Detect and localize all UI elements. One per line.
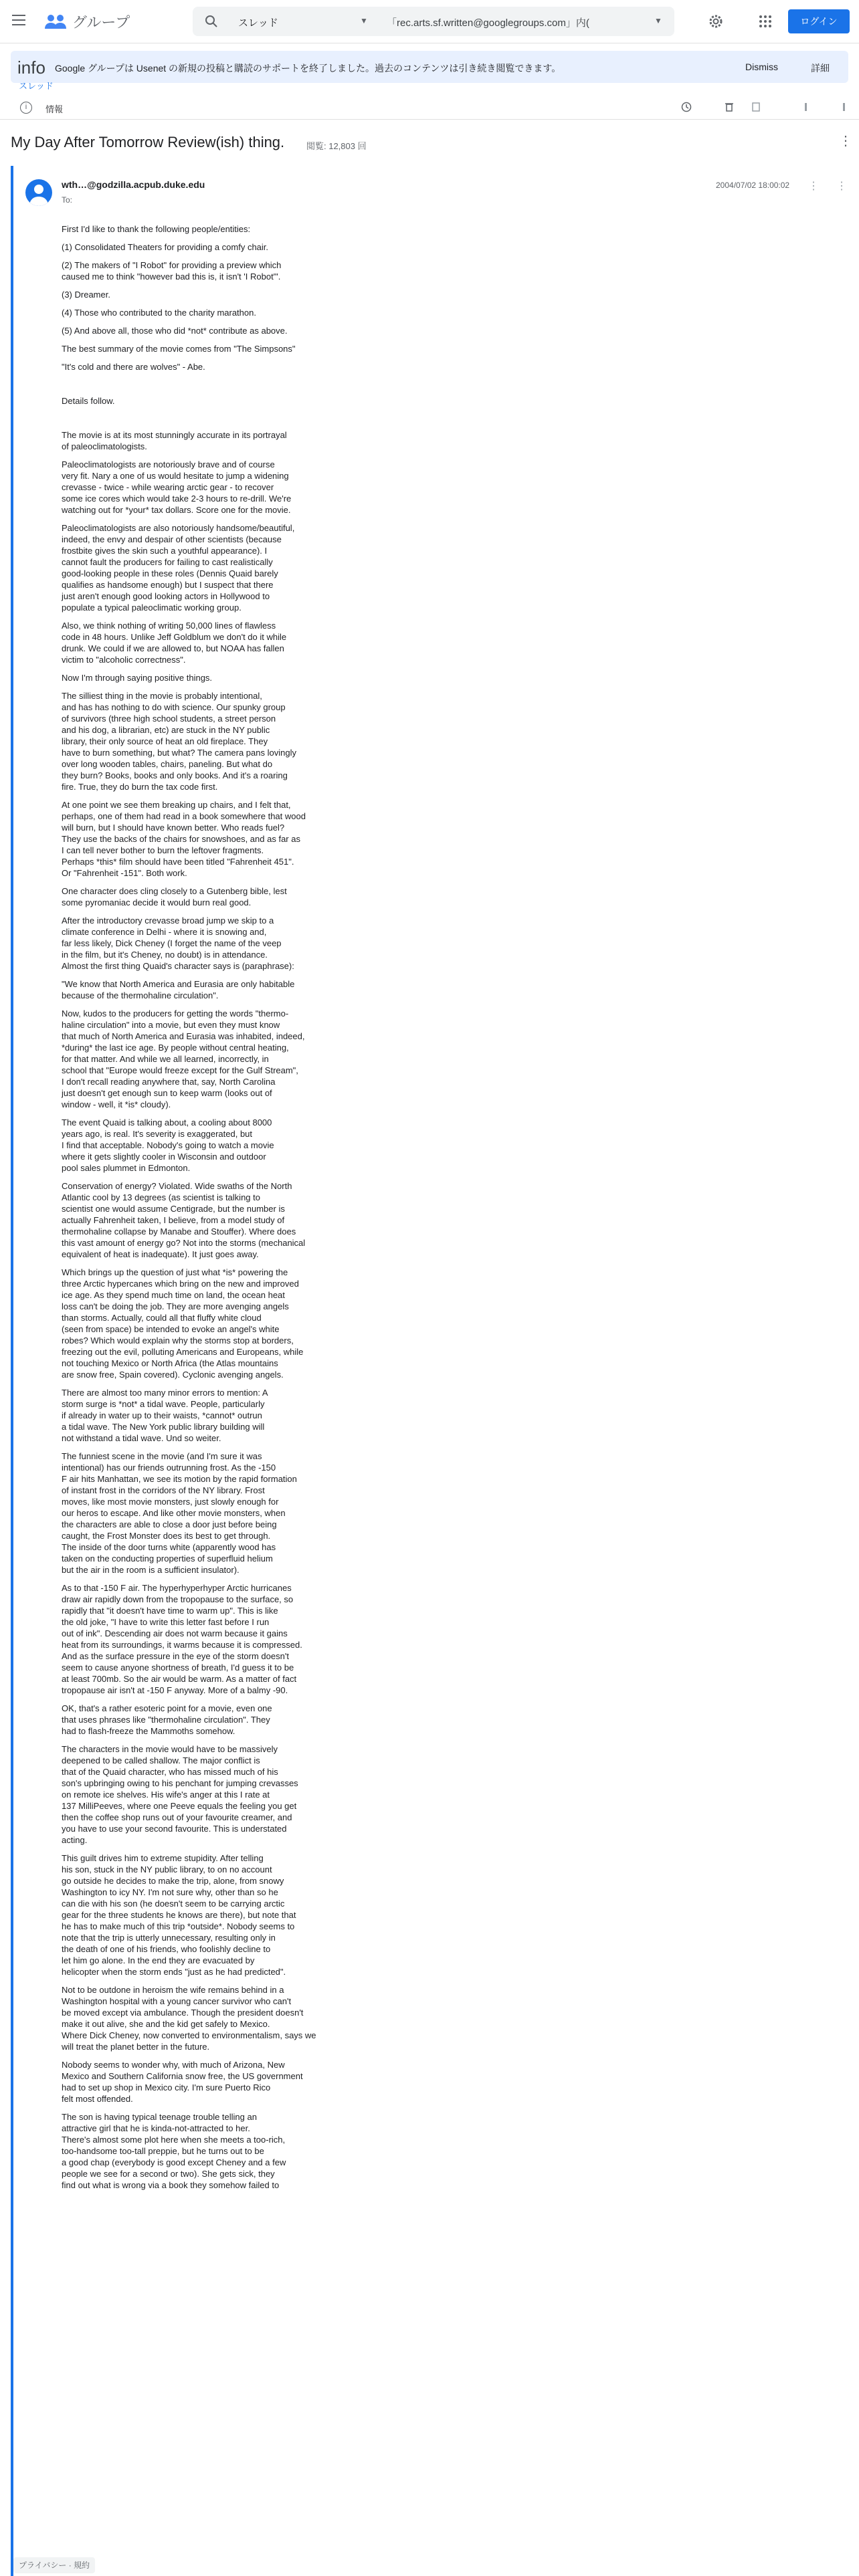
message-paragraph: The son is having typical teenage trouble telling an attractive girl that he is kinda-not-attracted to her. There's almost some plot here when she meets a too-rich, too-handsome too-tall preppie, but he turns out to be a good chap (everybody is good except Cheney and a few people we see for a second or two). She gets sick, they find out what is wrong via a book they somehow failed to xyxy=(62,2112,286,2190)
info-label[interactable]: 情報 xyxy=(45,104,64,114)
message-paragraph: (4) Those who contributed to the charity marathon. xyxy=(62,308,256,318)
message-paragraph: The characters in the movie would have to be massively deepened to be called shallow. The major conflict is that of the Quaid character, who has missed much of his son's upbringing owing to his penchant for jumping crevasses on remote ice shelves. His wife's anger at this I rate at 137 MilliPeeves, where one Peeve equals the feeling you get then the coffee shop runs out of your favourite creamer, and you have to use your second favourite. This is understated acting. xyxy=(62,1744,298,1845)
message-paragraph: This guilt drives him to extreme stupidity. After telling his son, stuck in the NY public library, to on no account go outside he decides to make the trip, alone, from snowy Washington to icy NY. I'm not sure why, other than so he can die with his son (he doesn't seem to be carrying arctic gear for the three students he knows are there), but note that he has to make much of this trip *outside*. Nobody seems to note that the trip is utterly unnecessary, resulting only in the death of one of his friends, who foolishly decline to let him go alone. In the end they are evacuated by helicopter when the storm ends "just as he had predicted". xyxy=(62,1853,296,1977)
message-paragraph: Paleoclimatologists are notoriously brave and of course very fit. Nary a one of us would hesitate to jump a widening crevasse - twice - while wearing arctic gear - to recover some ice cores which would take 2-3 hours to re-drill. We're watching out for *your* tax dollars. Score one for the movie. xyxy=(62,459,292,515)
previous-icon[interactable] xyxy=(803,102,814,112)
more-vert-icon[interactable]: ⋮ xyxy=(836,181,847,192)
message-paragraph: Now, kudos to the producers for getting the words "thermo- haline circulation" into a movie, but even they must know that much of North America and Eurasia was inhabited, indeed, *during* the last ice age. By people without central heating, for that matter. And while we all learned, incorrectly, in school that "Europe would freeze except for the Gulf Stream", I don't recall reading anywhere that, say, North Carolina just doesn't get enough sun to keep warm (looks out of window - well, it *is* cloudy). xyxy=(62,1008,305,1109)
search-bar[interactable] xyxy=(193,7,674,36)
message-paragraph: Not to be outdone in heroism the wife remains behind in a Washington hospital with a young cancer survivor who can't be moved except via ambulance. Though the president doesn't make it out alive, she and the kid get safely to Mexico. Where Dick Cheney, now converted to environmentalism, says we will treat the planet better in the future. xyxy=(62,1985,316,2052)
message-paragraph: Paleoclimatologists are also notoriously handsome/beautiful, indeed, the envy and despair of other scientists (because frostbite gives the skin such a youthful appearance). I cannot fault the producers for failing to cast realistically good-looking people in these roles (Dennis Quaid barely qualifies as handsome enough) but I suspect that there just aren't enough good looking actors in Hollywood to populate a typical paleoclimatic working group. xyxy=(62,523,295,613)
thread-toolbar xyxy=(0,96,859,120)
message-paragraph: The funniest scene in the movie (and I'm sure it was intentional) has our friends outrunning frost. As the -150 F air hits Manhattan, we see its motion by the rapid formation of instant frost in the corridors of the NY library. Frost moves, like most movie monsters, just slowly enough for our heros to escape. And like other movie monsters, when the characters are able to close a door just before being caught, the Frost Monster does its best to get through. The inside of the door turns white (apparently wood has taken on the conducting properties of superfluid helium but the air in the room is a sufficient insulator). xyxy=(62,1451,297,1575)
message-paragraph: One character does cling closely to a Gutenberg bible, lest some pyromaniac decide it would burn real good. xyxy=(62,886,287,907)
message-paragraph: (5) And above all, those who did *not* contribute as above. xyxy=(62,326,288,336)
message-paragraph: After the introductory crevasse broad jump we skip to a climate conference in Delhi - where it is snowing and, far less likely, Dick Cheney (I forget the name of the veep in the film, but it's Cheney, no doubt) is in attendance. Almost the first thing Quaid's character says is (paraphrase): xyxy=(62,916,294,971)
more-vert-icon[interactable]: ⋮ xyxy=(839,134,852,148)
message-paragraph: Nobody seems to wonder why, with much of Arizona, New Mexico and Southern California snow free, the US government had to set up shop in Mexico city. I'm sure Puerto Rico felt most offended. xyxy=(62,2060,303,2104)
message-paragraph: "It's cold and there are wolves" - Abe. xyxy=(62,362,205,372)
chevron-down-icon[interactable]: ▼ xyxy=(360,16,368,25)
search-scope-select[interactable]: スレッド xyxy=(238,17,278,29)
clock-icon[interactable] xyxy=(681,102,692,112)
menu-icon[interactable] xyxy=(12,15,25,25)
message-paragraph: The best summary of the movie comes from "The Simpsons" xyxy=(62,344,296,354)
banner-message: Google グループは Usenet の新規の投稿と購読のサポートを終了しました。過去のコンテンツは引き続き閲覧できます。 xyxy=(55,63,561,74)
groups-logo[interactable] xyxy=(44,11,130,31)
gear-icon[interactable] xyxy=(708,13,724,29)
message-paragraph: OK, that's a rather esoteric point for a movie, even one that uses phrases like "thermohaline circulation". They had to flash-freeze the Mammoths somehow. xyxy=(62,1703,272,1736)
recipient-label: To: xyxy=(62,195,73,205)
message-paragraph: At one point we see them breaking up chairs, and I felt that, perhaps, one of them had read in a book somewhere that wood will burn, but I should have known better. Who reads fuel? They use the backs of the chairs for snowshoes, and as far as I can tell never bother to burn the leftover fragments. Perhaps *this* film should have been titled "Fahrenheit 451". Or "Fahrenheit -151". Both work. xyxy=(62,800,306,878)
dismiss-button[interactable]: Dismiss xyxy=(745,62,778,72)
usenet-banner xyxy=(11,51,848,83)
message-paragraph: The event Quaid is talking about, a cooling about 8000 years ago, is real. It's severity is exaggerated, but I find that acceptable. Nobody's going to watch a movie where it gets slightly cooler in Wisconsin and outdoor pool sales plummet in Edmonton. xyxy=(62,1117,274,1173)
message-paragraph: The silliest thing in the movie is probably intentional, and has has nothing to do with science. Our spunky group of survivors (three high school students, a street person and his dog, a librarian, etc) are stuck in the NY public library, their only source of heat an old fireplace. They have to burn something, but what? The camera pans lovingly over long wooden tables, chairs, paneling. But what do they burn? Books, books and only books. And it's a roaring fire. True, they do burn the tax code first. xyxy=(62,691,296,792)
next-icon[interactable] xyxy=(836,102,847,112)
avatar xyxy=(25,179,52,206)
thread-title: My Day After Tomorrow Review(ish) thing. xyxy=(11,134,285,150)
message-body xyxy=(62,223,363,2197)
login-button[interactable]: ログイン xyxy=(788,9,850,33)
message-paragraph: Which brings up the question of just what *is* powering the three Arctic hypercanes which bring on the new and improved ice age. As they spend much time on land, the ocean heat loss can't be doing the job. They are more avenging angels than storms. Actually, could all that fluffy white cloud (seen from space) be intended to evoke an angel's white robes? Which would explain why the storms stop at borders, freezing out the evil, polluting Americans and Europeans, while not touching Mexico or North Africa (the Atlas mountains are snow free, Spain covered). Cyclonic avenging angels. xyxy=(62,1267,304,1380)
search-icon[interactable] xyxy=(205,15,218,28)
message-paragraph: As to that -150 F air. The hyperhyperhyper Arctic hurricanes draw air rapidly down from the tropopause to the surface, so rapidly that "it doesn't have time to warm up". This is like the old joke, "I have to write this letter fast before I run out of ink". Descending air does not warm because it gains heat from its surroundings, it warms because it is compressed. And as the surface pressure in the eye of the storm doesn't seem to cause anyone shortness of breath, I'd guess it to be at least 700mb. So the air would be warm. As a matter of fact tropopause air isn't at -150 F anyway. More of a balmy -90. xyxy=(62,1583,302,1695)
view-count: 閲覧: 12,803 回 xyxy=(306,141,367,151)
chevron-down-icon[interactable]: ▼ xyxy=(654,16,662,25)
search-input[interactable]: 「rec.arts.sf.written@googlegroups.com」内( xyxy=(387,17,589,29)
privacy-terms-footer[interactable]: プライバシー · 規約 xyxy=(13,2557,95,2573)
info-circle-icon[interactable]: i xyxy=(20,102,32,114)
message-paragraph: (1) Consolidated Theaters for providing a comfy chair. xyxy=(62,242,269,252)
author-email[interactable]: wth…@godzilla.acpub.duke.edu xyxy=(62,179,205,190)
message-paragraph: "We know that North America and Eurasia are only habitable because of the thermohaline circulation". xyxy=(62,979,295,1000)
message-paragraph: Also, we think nothing of writing 50,000 lines of flawless code in 48 hours. Unlike Jeff Goldblum we don't do it while drunk. We could if we are allowed to, but NOAA has fallen victim to "alcoholic correctness". xyxy=(62,621,287,665)
message-paragraph: Details follow. xyxy=(62,396,115,406)
post-date: 2004/07/02 18:00:02 xyxy=(716,181,790,190)
groups-people-icon xyxy=(44,13,67,30)
delete-icon[interactable] xyxy=(724,102,735,112)
message-paragraph: Now I'm through saying positive things. xyxy=(62,673,213,683)
details-link[interactable]: 詳細 xyxy=(811,63,830,74)
message-card xyxy=(11,166,851,2576)
reply-icon[interactable]: ⋮ xyxy=(808,181,819,192)
message-paragraph: The movie is at its most stunningly accurate in its portrayal of paleoclimatologists. xyxy=(62,430,287,451)
top-app-bar xyxy=(0,0,859,43)
message-paragraph: There are almost too many minor errors to mention: A storm surge is *not* a tidal wave. People, particularly if already in water up to their waists, *cannot* outrun a tidal wave. The New York public library building will not withstand a tidal wave. Und so weiter. xyxy=(62,1388,268,1443)
breadcrumb-thread[interactable]: スレッド xyxy=(19,81,54,91)
info-icon: info xyxy=(17,58,45,78)
apps-grid-icon[interactable] xyxy=(759,15,772,28)
message-paragraph: (3) Dreamer. xyxy=(62,290,110,300)
person-icon xyxy=(25,179,52,206)
archive-icon[interactable] xyxy=(751,102,761,112)
message-paragraph: Conservation of energy? Violated. Wide swaths of the North Atlantic cool by 13 degrees (as scientist is talking to scientist one would assume Centigrade, but the number is actually Fahrenheit taken, I believe, from a model study of thermohaline collapse by Manabe and Stouffer). Where does this vast amount of energy go? Not into the storms (mechanical equivalent of heat is inadequate). It just goes away. xyxy=(62,1181,306,1259)
app-name: グループ xyxy=(72,13,130,31)
message-paragraph: (2) The makers of "I Robot" for providing a preview which caused me to think "however bad this is, it isn't 'I Robot'". xyxy=(62,260,282,282)
message-paragraph: First I'd like to thank the following people/entities: xyxy=(62,224,251,234)
